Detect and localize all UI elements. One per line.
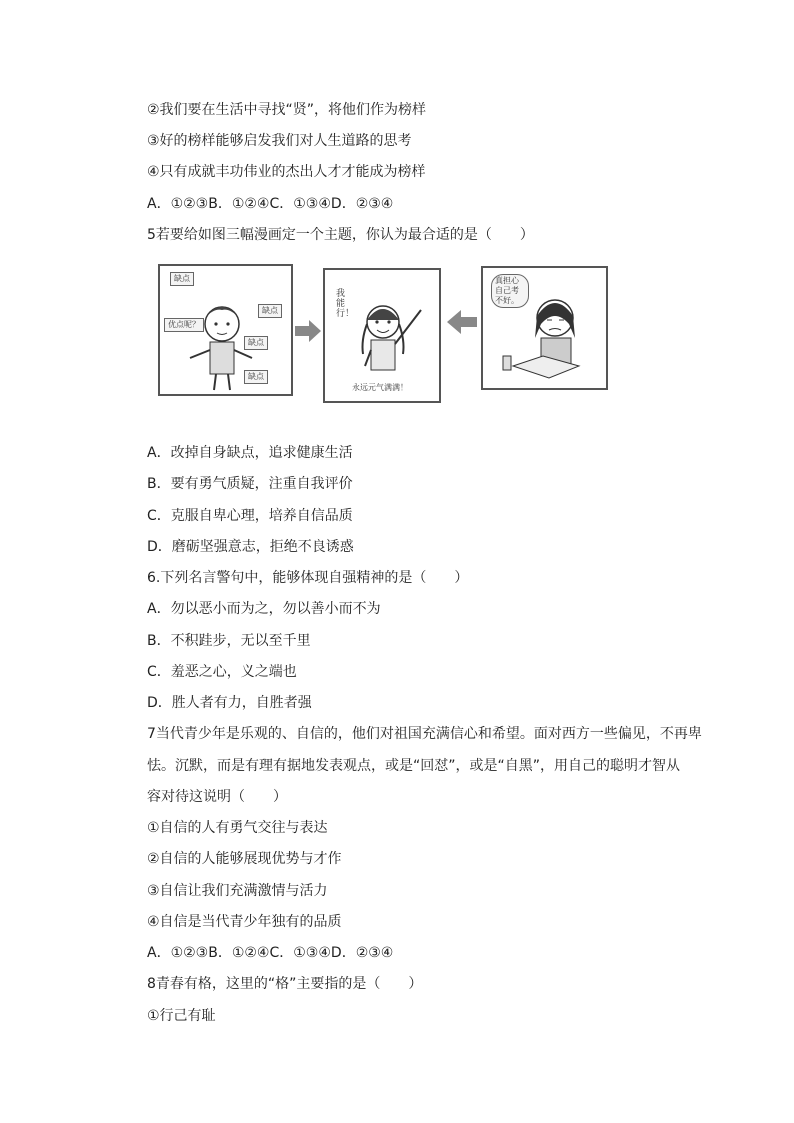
question-6: 6.下列名言警句中，能够体现自强精神的是（ ） (147, 570, 469, 586)
arrow-left-icon (447, 308, 477, 336)
comic-panel-1 (158, 264, 293, 396)
question-7-cont: 怯。沉默，而是有理有据地发表观点，或是“回怼”，或是“自黑”，用自己的聪明才智从 (147, 758, 681, 774)
option-b: B．不积跬步，无以至千里 (147, 633, 311, 649)
option-a: A．改掉自身缺点，追求健康生活 (147, 445, 353, 461)
option-a: A．勿以恶小而为之，勿以善小而不为 (147, 601, 381, 617)
comic-tag: 缺点 (258, 304, 282, 318)
option-b: B．要有勇气质疑，注重自我评价 (147, 476, 353, 492)
statement-1: ①行己有耻 (147, 1008, 216, 1024)
question-5: 5若要给如图三幅漫画定一个主题，你认为最合适的是（ ） (147, 227, 534, 243)
thought-bubble: 真担心自己考不好。 (491, 274, 529, 308)
arrow-right-icon (295, 318, 321, 344)
question-7-cont: 容对待这说明（ ） (147, 789, 287, 805)
question-7: 7当代青少年是乐观的、自信的，他们对祖国充满信心和希望。面对西方一些偏见，不再卑 (147, 726, 702, 742)
answer-options: A．①②③B．①②④C．①③④D．②③④ (147, 945, 394, 961)
option-d: D．胜人者有力，自胜者强 (147, 695, 312, 711)
text-line: ③好的榜样能够启发我们对人生道路的思考 (147, 133, 412, 149)
comic-tag: 缺点 (170, 272, 194, 286)
statement-4: ④自信是当代青少年独有的品质 (147, 914, 342, 930)
option-d: D．磨砺坚强意志，拒绝不良诱惑 (147, 539, 354, 555)
answer-options: A．①②③B．①②④C．①③④D．②③④ (147, 196, 394, 212)
speech-bubble: 我能行！ (336, 289, 355, 319)
comic-tag: 缺点 (244, 336, 268, 350)
option-c: C．克服自卑心理，培养自信品质 (147, 508, 353, 524)
comic-tag: 缺点 (244, 370, 268, 384)
question-8: 8青春有格，这里的“格”主要指的是（ ） (147, 976, 423, 992)
text-line: ④只有成就丰功伟业的杰出人才才能成为榜样 (147, 164, 426, 180)
text-line: ②我们要在生活中寻找“贤”，将他们作为榜样 (147, 102, 427, 118)
statement-3: ③自信让我们充满激情与活力 (147, 883, 328, 899)
comic-tag: 优点呢？ (164, 318, 204, 332)
statement-1: ①自信的人有勇气交往与表达 (147, 820, 328, 836)
statement-2: ②自信的人能够展现优势与才作 (147, 851, 342, 867)
comic-figure (155, 260, 610, 410)
comic-panel-3 (481, 266, 608, 390)
option-c: C．羞恶之心，义之端也 (147, 664, 297, 680)
comic-panel-2 (323, 268, 441, 403)
comic-caption: 永远元气满满！ (352, 383, 408, 392)
